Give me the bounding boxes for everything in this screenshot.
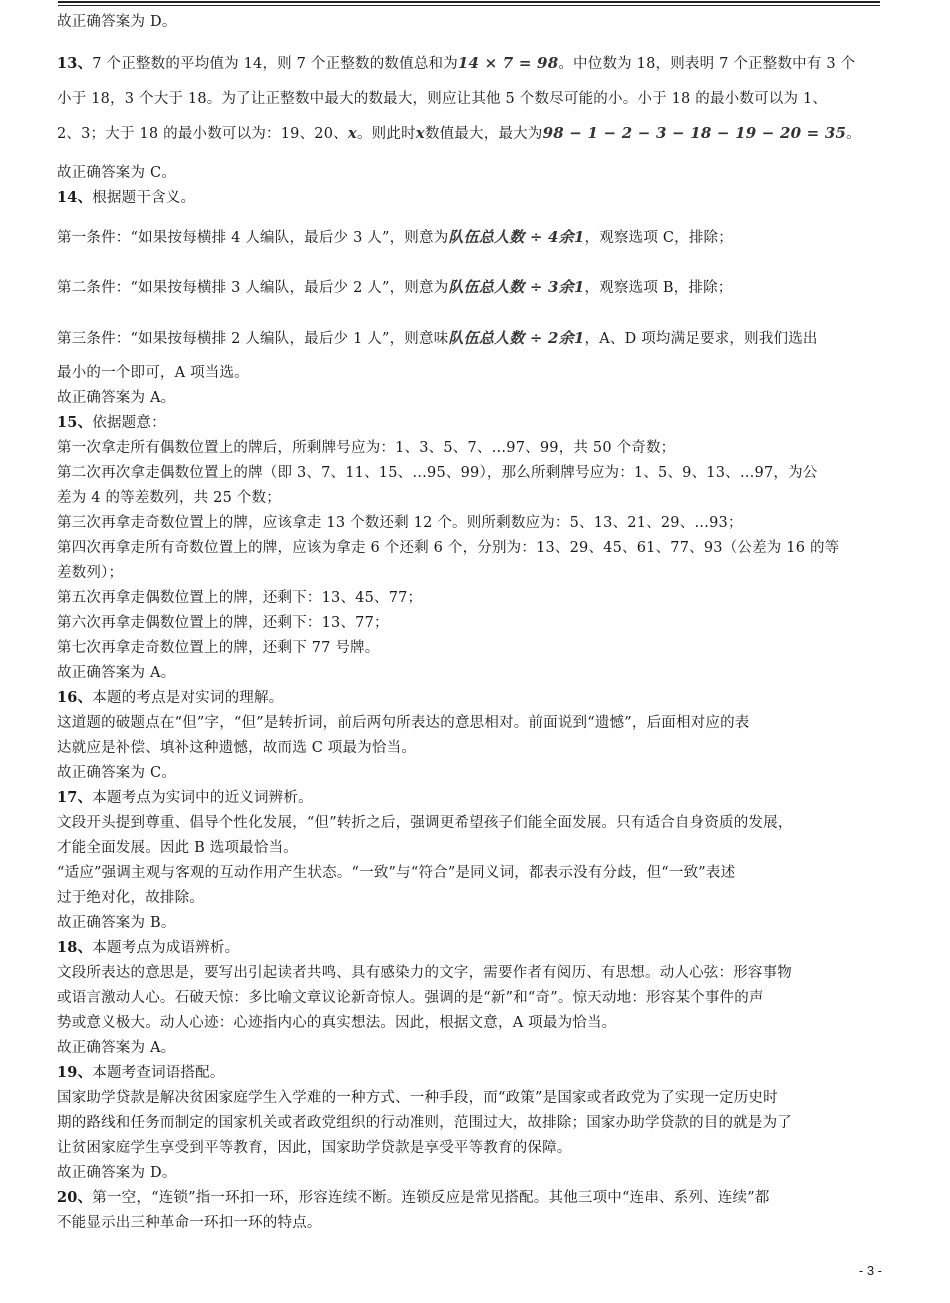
q17-line: 过于绝对化，故排除。 — [57, 890, 204, 906]
q15-line: 第二次再次拿走偶数位置上的牌（即 3、7、11、15、…95、99），那么所剩牌号应为：1、5、9、13、…97，为公 — [57, 465, 818, 481]
q18-line: 势或意义极大。动人心迹：心迹指内心的真实想法。因此，根据文意，A 项最为恰当。 — [57, 1015, 617, 1031]
answer-line: 故正确答案为 B。 — [57, 915, 176, 931]
q14-condition-3: 第三条件：“如果按每横排 2 人编队，最后少 1 人”，则意味队伍总人数 ÷ 2余1，A、D 项均满足要求，则我们选出 — [57, 329, 818, 347]
q18-line: 或语言激动人心。石破天惊：多比喻文章议论新奇惊人。强调的是“新”和“奇”。惊天动地：形容某个事件的声 — [57, 990, 764, 1006]
q15-line: 第六次再拿走偶数位置上的牌，还剩下：13、77； — [57, 615, 389, 631]
answer-line: 故正确答案为 D。 — [57, 14, 177, 30]
q13-line-3: 2、3；大于 18 的最小数可以为：19、20、x。则此时x数值最大，最大为98 − 1 − 2 − 3 − 18 − 19 − 20 = 35。 — [57, 124, 861, 142]
q19-line: 期的路线和任务而制定的国家机关或者政党组织的行动准则，范围过大，故排除；国家办助学贷款的目的就是为了 — [57, 1115, 792, 1131]
q13-line-1: 13、7 个正整数的平均值为 14，则 7 个正整数的数值总和为14 × 7 = 98。中位数为 18，则表明 7 个正整数中有 3 个 — [57, 54, 856, 72]
q14-line: 最小的一个即可，A 项当选。 — [57, 365, 249, 381]
answer-line: 故正确答案为 C。 — [57, 165, 177, 181]
question-number: 17、 — [57, 789, 93, 806]
math-formula: 队伍总人数 ÷ 4余1 — [448, 228, 585, 246]
math-formula: 98 − 1 − 2 − 3 − 18 − 19 − 20 = 35 — [542, 124, 847, 142]
q15-line: 差为 4 的等差数列，共 25 个数； — [57, 490, 281, 506]
question-number: 15、 — [57, 414, 93, 431]
q16-heading: 16、本题的考点是对实词的理解。 — [57, 689, 284, 706]
math-variable: x — [347, 124, 357, 142]
q18-line: 文段所表达的意思是，要写出引起读者共鸣、具有感染力的文字，需要作者有阅历、有思想。动人心弦：形容事物 — [57, 965, 792, 981]
q20-heading: 20、第一空，“连锁”指一环扣一环，形容连续不断。连锁反应是常见搭配。其他三项中“连串、系列、连续”都 — [57, 1189, 770, 1206]
math-variable: x — [415, 124, 425, 142]
math-formula: 14 × 7 = 98 — [457, 54, 559, 72]
header-rule-thin — [58, 5, 880, 6]
question-number: 14、 — [57, 189, 93, 206]
q19-line: 让贫困家庭学生享受到平等教育，因此，国家助学贷款是享受平等教育的保障。 — [57, 1140, 572, 1156]
q19-line: 国家助学贷款是解决贫困家庭学生入学难的一种方式、一种手段，而“政策”是国家或者政党为了实现一定历史时 — [57, 1090, 778, 1106]
q15-line: 第三次再拿走奇数位置上的牌，应该拿走 13 个数还剩 12 个。则所剩数应为：5、13、21、29、…93； — [57, 515, 743, 531]
answer-line: 故正确答案为 A。 — [57, 665, 176, 681]
q15-line: 第一次拿走所有偶数位置上的牌后，所剩牌号应为：1、3、5、7、…97、99，共 50 个奇数； — [57, 440, 676, 456]
q16-line: 这道题的破题点在“但”字，“但”是转折词，前后两句所表达的意思相对。前面说到“遗憾”，后面相对应的表 — [57, 715, 750, 731]
q19-heading: 19、本题考查词语搭配。 — [57, 1064, 225, 1081]
question-number: 18、 — [57, 939, 93, 956]
q18-heading: 18、本题考点为成语辨析。 — [57, 939, 240, 956]
question-number: 20、 — [57, 1189, 93, 1206]
q15-heading: 15、依据题意： — [57, 414, 166, 431]
q17-line: 文段开头提到尊重、倡导个性化发展，“但”转折之后，强调更希望孩子们能全面发展。只有适合自身资质的发展， — [57, 815, 793, 831]
question-number: 13、 — [57, 55, 93, 72]
answer-line: 故正确答案为 C。 — [57, 765, 177, 781]
q14-condition-1: 第一条件：“如果按每横排 4 人编队，最后少 3 人”，则意为队伍总人数 ÷ 4余1，观察选项 C，排除； — [57, 228, 733, 246]
q14-heading: 14、根据题干含义。 — [57, 189, 196, 206]
q15-line: 第四次再拿走所有奇数位置上的牌，应该为拿走 6 个还剩 6 个，分别为：13、29、45、61、77、93（公差为 16 的等 — [57, 540, 840, 556]
question-number: 19、 — [57, 1064, 93, 1081]
q15-line: 差数列）； — [57, 565, 124, 581]
q13-line-2: 小于 18，3 个大于 18。为了让正整数中最大的数最大，则应让其他 5 个数尽可能的小。小于 18 的最小数可以为 1、 — [57, 91, 828, 107]
q17-line: 才能全面发展。因此 B 选项最恰当。 — [57, 840, 298, 856]
q17-heading: 17、本题考点为实词中的近义词辨析。 — [57, 789, 313, 806]
math-formula: 队伍总人数 ÷ 2余1 — [448, 329, 585, 347]
header-rule-thick — [58, 1, 880, 3]
math-formula: 队伍总人数 ÷ 3余1 — [448, 278, 585, 296]
question-number: 16、 — [57, 689, 93, 706]
q14-condition-2: 第二条件：“如果按每横排 3 人编队，最后少 2 人”，则意为队伍总人数 ÷ 3余1，观察选项 B，排除； — [57, 278, 733, 296]
answer-line: 故正确答案为 A。 — [57, 1040, 176, 1056]
answer-line: 故正确答案为 A。 — [57, 390, 176, 406]
q15-line: 第五次再拿走偶数位置上的牌，还剩下：13、45、77； — [57, 590, 423, 606]
q20-line: 不能显示出三种革命一环扣一环的特点。 — [57, 1215, 322, 1231]
q17-line: “适应”强调主观与客观的互动作用产生状态。“一致”与“符合”是同义词，都表示没有分歧，但“一致”表述 — [57, 865, 736, 881]
page-number: - 3 - — [858, 1263, 882, 1278]
q15-line: 第七次再拿走奇数位置上的牌，还剩下 77 号牌。 — [57, 640, 380, 656]
q16-line: 达就应是补偿、填补这种遗憾，故而选 C 项最为恰当。 — [57, 740, 417, 756]
answer-line: 故正确答案为 D。 — [57, 1165, 177, 1181]
